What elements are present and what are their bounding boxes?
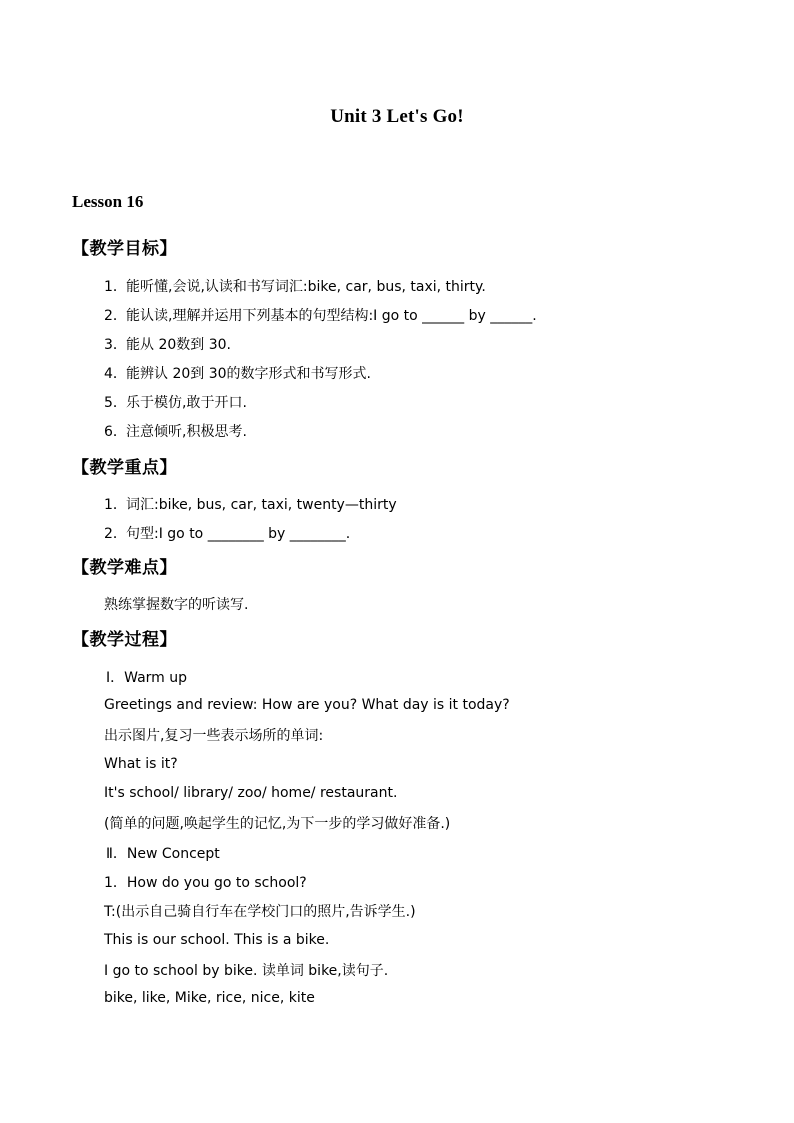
item-number: 1．	[104, 497, 127, 513]
process-line: This is our school. This is a bike.	[104, 932, 330, 948]
process-line: bike, like, Mike, rice, nice, kite	[104, 990, 315, 1006]
difficulties-heading: 【教学难点】	[72, 558, 177, 578]
document-title: Unit 3 Let's Go!	[330, 106, 464, 127]
item-number: 6．	[104, 424, 127, 440]
process-line: 1．How do you go to school?	[104, 875, 307, 891]
process-line: (简单的问题,唤起学生的记忆,为下一步的学习做好准备.)	[104, 816, 451, 832]
difficulties-text: 熟练掌握数字的听读写.	[104, 597, 249, 613]
objective-item	[104, 421, 247, 441]
objective-item	[104, 334, 231, 354]
item-number: 5．	[104, 395, 127, 411]
item-number: 2．	[104, 308, 127, 324]
item-text: 能听懂,会说,认读和书写词汇:bike, car, bus, taxi, thirty.	[126, 279, 486, 295]
item-number: 2．	[104, 526, 127, 542]
process-line: 出示图片,复习一些表示场所的单词:	[104, 728, 324, 744]
objective-item	[104, 392, 247, 412]
item-text: 乐于模仿,敢于开口.	[126, 395, 247, 411]
objective-item	[104, 363, 371, 383]
process-line: What is it?	[104, 756, 178, 772]
process-line: I go to school by bike. 读单词 bike,读句子.	[104, 963, 389, 979]
process-heading: 【教学过程】	[72, 630, 177, 650]
item-text: 注意倾听,积极思考.	[126, 424, 247, 440]
lesson-label: Lesson 16	[72, 192, 144, 211]
key-point-item	[104, 494, 397, 514]
item-number: 3．	[104, 337, 127, 353]
key-points-heading: 【教学重点】	[72, 458, 177, 478]
item-text: 词汇:bike, bus, car, taxi, twenty—thirty	[126, 497, 397, 513]
item-text: 句型:I go to ________ by ________.	[126, 526, 351, 542]
process-line: Greetings and review: How are you? What day is it today?	[104, 697, 510, 713]
process-line: Ⅰ．Warm up	[106, 670, 188, 686]
objective-item	[104, 305, 537, 325]
key-point-item	[104, 523, 350, 543]
item-text: 能从 20数到 30.	[126, 337, 231, 353]
objective-item	[104, 276, 486, 296]
process-line: Ⅱ．New Concept	[106, 846, 220, 862]
item-text: 能认读,理解并运用下列基本的句型结构:I go to ______ by ______.	[126, 308, 537, 324]
objectives-heading: 【教学目标】	[72, 239, 177, 259]
item-number: 4．	[104, 366, 127, 382]
item-number: 1．	[104, 279, 127, 295]
process-line: T:(出示自己骑自行车在学校门口的照片,告诉学生.)	[104, 904, 416, 920]
item-text: 能辨认 20到 30的数字形式和书写形式.	[126, 366, 371, 382]
process-line: It's school/ library/ zoo/ home/ restaurant.	[104, 785, 398, 801]
